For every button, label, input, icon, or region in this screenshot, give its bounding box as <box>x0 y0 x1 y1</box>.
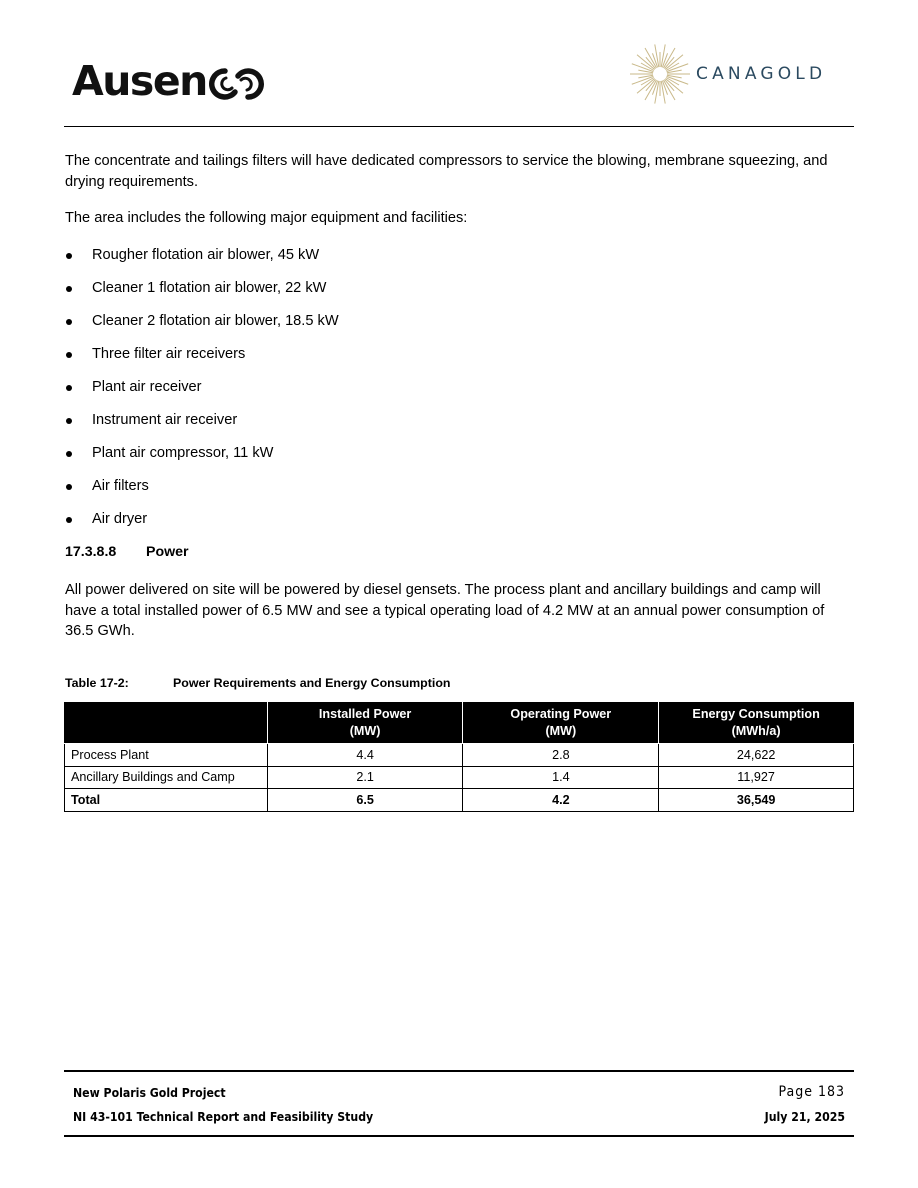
table-caption-label: Table 17-2: <box>65 676 129 690</box>
header-unit: (MWh/a) <box>731 724 781 738</box>
list-item-text: Air filters <box>92 477 149 494</box>
table-header-cell <box>267 703 463 744</box>
sunburst-ray <box>661 81 665 104</box>
ausenco-logo <box>72 58 266 104</box>
list-item <box>65 476 855 497</box>
table-cell: Total <box>65 789 268 812</box>
paragraph-power: All power delivered on site will be powered by diesel gensets. The process plant and ancillary buildings and camp will have a total installed power of 6.5 MW and see a typical operating load of 4.2 MW at an annual power consumption of 36.5 GWh. <box>65 582 825 639</box>
bullet-icon <box>66 451 72 457</box>
table-cell: 11,927 <box>659 766 854 789</box>
list-item <box>65 278 855 299</box>
table-header-row <box>65 703 854 744</box>
bullet-icon <box>66 484 72 490</box>
table-header-cell <box>463 703 659 744</box>
bullet-icon <box>66 517 72 523</box>
footer-page-number: Page 183 <box>778 1084 845 1100</box>
table-cell: 1.4 <box>463 766 659 789</box>
ausenco-logo-word: Ausen <box>72 56 207 105</box>
footer-divider-top <box>64 1070 854 1072</box>
table-cell: Ancillary Buildings and Camp <box>65 766 268 789</box>
sunburst-ray <box>637 55 655 70</box>
sunburst-ray <box>655 81 659 104</box>
sunburst-ray <box>665 78 683 93</box>
list-item-text: Rougher flotation air blower, 45 kW <box>92 246 320 263</box>
bullet-icon <box>66 418 72 424</box>
list-item-text: Air dryer <box>92 510 148 527</box>
list-item-text: Cleaner 1 flotation air blower, 22 kW <box>92 279 327 296</box>
table-header-cell <box>65 703 268 744</box>
section-title: Power <box>146 543 189 560</box>
list-item-text: Instrument air receiver <box>92 411 238 428</box>
table-cell: Process Plant <box>65 744 268 767</box>
table-row <box>65 744 854 767</box>
bullet-icon <box>66 385 72 391</box>
section-heading <box>65 542 855 563</box>
sunburst-ray <box>661 44 665 67</box>
sunburst-ray <box>632 76 654 84</box>
table-cell: 4.2 <box>463 789 659 812</box>
table-cell: 24,622 <box>659 744 854 767</box>
list-item <box>65 311 855 332</box>
table-cell: 4.4 <box>267 744 463 767</box>
footer-divider-bottom <box>64 1135 854 1137</box>
header-line: Energy Consumption <box>692 707 820 721</box>
bullet-icon <box>66 253 72 259</box>
table-caption <box>65 676 450 690</box>
header-divider <box>64 126 854 127</box>
list-item-text: Plant air compressor, 11 kW <box>92 444 274 461</box>
header-line: Installed Power <box>318 707 412 721</box>
list-item <box>65 443 855 464</box>
table-cell: 2.8 <box>463 744 659 767</box>
ausenco-swirl-icon <box>208 67 266 101</box>
table-cell: 2.1 <box>267 766 463 789</box>
list-item-text: Three filter air receivers <box>92 345 246 362</box>
sunburst-ray <box>665 55 683 70</box>
footer-project: New Polaris Gold Project <box>73 1086 226 1100</box>
list-item <box>65 377 855 398</box>
bullet-icon <box>66 286 72 292</box>
table-cell: 6.5 <box>267 789 463 812</box>
header-unit: (MW) <box>349 724 381 738</box>
list-item-text: Cleaner 2 flotation air blower, 18.5 kW <box>92 312 339 329</box>
section-number: 17.3.8.8 <box>65 543 117 560</box>
bullet-icon <box>66 352 72 358</box>
table-row <box>65 766 854 789</box>
footer-date: July 21, 2025 <box>764 1110 845 1124</box>
paragraph-equipment-intro: The area includes the following major equipment and facilities: <box>65 210 468 226</box>
sunburst-ray <box>637 78 655 93</box>
table-header-cell <box>659 703 854 744</box>
list-item <box>65 344 855 365</box>
header-line: Operating Power <box>510 707 612 721</box>
canagold-logo-text: CANAGOLD <box>696 64 827 84</box>
canagold-logo <box>630 40 826 108</box>
list-item <box>65 245 855 266</box>
power-requirements-table <box>64 702 854 812</box>
sunburst-ray <box>655 44 659 67</box>
list-item <box>65 410 855 431</box>
list-item-text: Plant air receiver <box>92 378 202 395</box>
bullet-icon <box>66 319 72 325</box>
sunburst-ray <box>667 76 689 84</box>
header-unit: (MW) <box>545 724 577 738</box>
sunburst-icon <box>630 40 690 108</box>
table-cell: 36,549 <box>659 789 854 812</box>
equipment-list <box>65 245 855 530</box>
table-total-row <box>65 789 854 812</box>
paragraph-compressors: The concentrate and tailings filters will have dedicated compressors to service the blowing, membrane squeezing, and drying requirements. <box>65 153 828 190</box>
footer-report-title: NI 43-101 Technical Report and Feasibility Study <box>73 1110 374 1124</box>
list-item <box>65 509 855 530</box>
sunburst-ray <box>632 64 654 72</box>
sunburst-ray <box>667 64 689 72</box>
document-body <box>65 151 855 658</box>
table-caption-title: Power Requirements and Energy Consumption <box>173 676 451 690</box>
